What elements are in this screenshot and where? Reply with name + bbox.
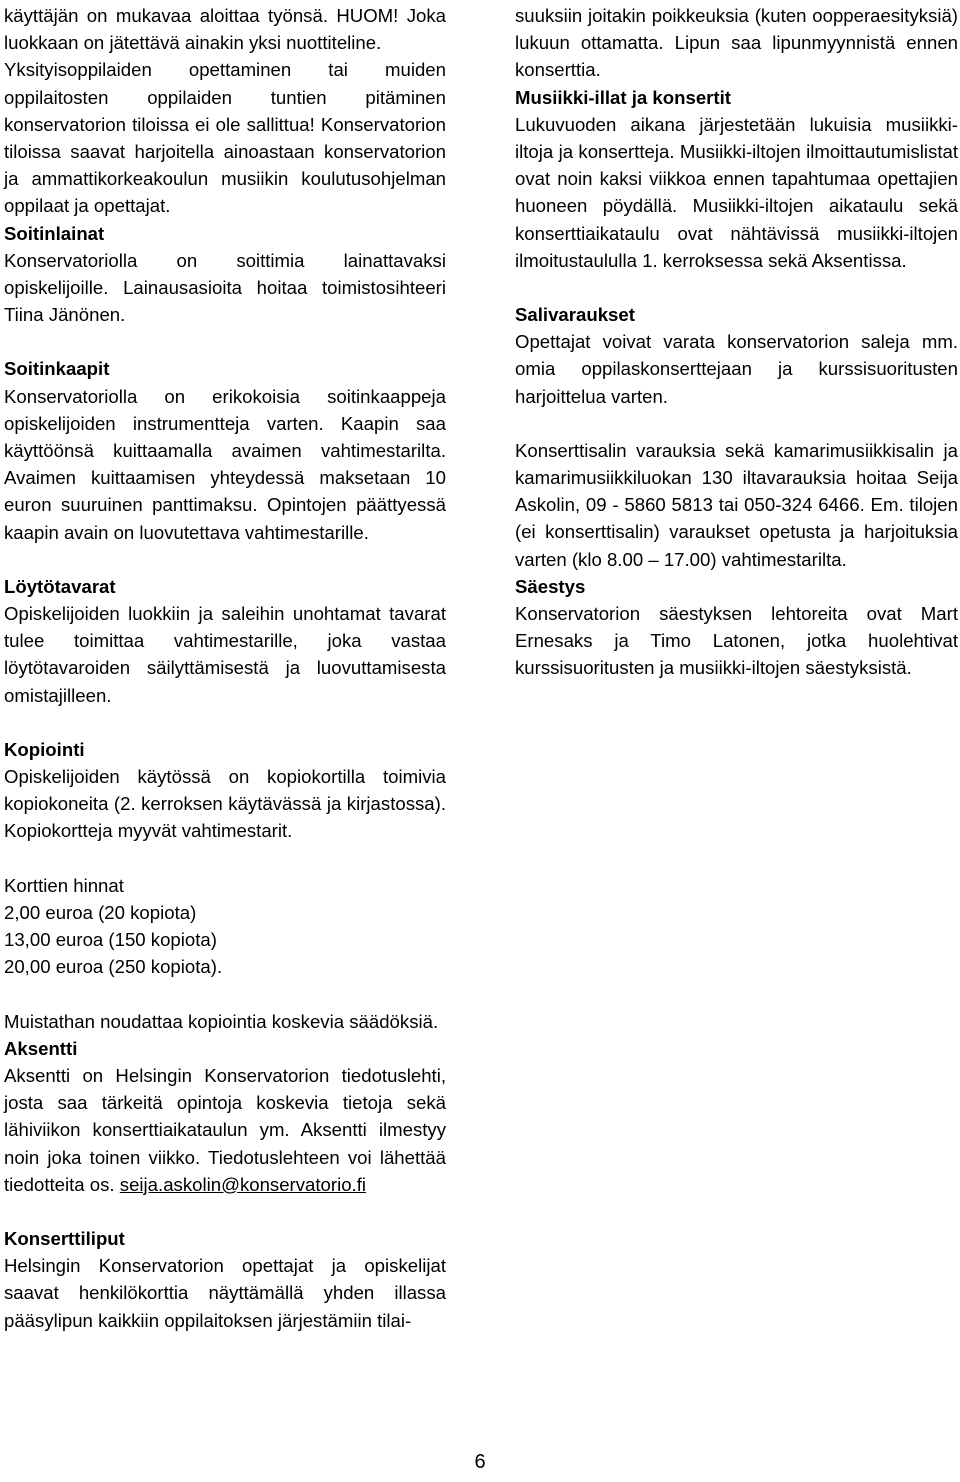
section-loytotavarat (4, 573, 446, 709)
heading-soitinkaapit: Soitinkaapit (4, 358, 110, 380)
heading-saestys: Säestys (515, 575, 586, 597)
korttien-hinnat-title: Korttien hinnat (4, 874, 124, 896)
email-link[interactable]: seija.askolin@konservatorio.fi (119, 1173, 367, 1195)
section-soitinlainat (4, 220, 446, 329)
body-soitinlainat: Konservatoriolla on soittimia lainattavaksi opiskelijoille. Lainausasioita hoitaa toimistosihteeri Tiina Jänönen. (4, 249, 446, 326)
section-soitinkaapit (4, 355, 446, 545)
body-aksentti-text: Aksentti on Helsingin Konservatorion tiedotuslehti, josta saa tärkeitä opintoja koskevia tietoja sekä lähiviikon konserttiaikataulun ym. Aksentti ilmestyy noin joka toinen viikko. Tiedotuslehteen voi lähettää tiedotteita os. (4, 1064, 446, 1195)
heading-konserttiliput: Konserttiliput (4, 1227, 125, 1249)
body-musiikki-illat: Lukuvuoden aikana järjestetään lukuisia musiikki-iltoja ja konsertteja. Musiikki-iltojen ilmoittautumislistat ovat noin kaksi viikkoa ennen tapahtumaa opettajien huoneen pöydällä. Musiikki-iltojen aikataulu sekä konserttiaikataulu ovat nähtävissä musiikki-iltojen ilmoitustaululla 1. kerroksessa sekä Aksentissa. (515, 113, 958, 271)
body-saestys: Konservatorion säestyksen lehtoreita ovat Mart Ernesaks ja Timo Latonen, jotka huolehtivat kurssisuoritusten ja musiikki-iltojen säestyksistä. (515, 603, 958, 679)
konserttiliput-continued: suuksiin joitakin poikkeuksia (kuten oopperaesityksiä) lukuun ottamatta. Lipun saa lipunmyynnistä ennen konserttia. (515, 5, 958, 81)
section-korttien-hinnat (4, 872, 446, 981)
section-saestys (515, 573, 958, 682)
section-kopiointi (4, 736, 446, 845)
muistathan-note: Muistathan noudattaa kopiointia koskevia säädöksiä. (4, 1010, 439, 1032)
heading-kopiointi: Kopiointi (4, 738, 85, 760)
body-salivaraukset: Opettajat voivat varata konservatorion saleja mm. omia oppilaskonserttejaan ja kurssisuoritusten harjoittelua varten. (515, 331, 958, 407)
price-line: 13,00 euroa (150 kopiota) (4, 929, 217, 951)
heading-loytotavarat: Löytötavarat (4, 575, 116, 597)
page-number: 6 (474, 1451, 486, 1473)
heading-salivaraukset: Salivaraukset (515, 304, 635, 326)
body-konserttiliput: Helsingin Konservatorion opettajat ja opiskelijat saavat henkilökorttia näyttämällä yhden illassa pääsylipun kaikkiin oppilaitoksen järjestämiin tilai- (4, 1255, 446, 1331)
section-musiikki-illat (515, 84, 958, 274)
body-aksentti (4, 1062, 446, 1198)
right-column (515, 2, 958, 709)
intro-continuation: käyttäjän on mukavaa aloittaa työnsä. HUOM! Joka luokkaan on jätettävä ainakin yksi nuottiteline. (4, 5, 446, 54)
intro-rule: Yksityisoppilaiden opettaminen tai muiden oppilaitosten oppilaiden tuntien pitäminen konservatorion tiloissa ei ole sallittua! Konservatorion tiloissa saavat harjoitella ainoastaan konservatorion ja ammattikorkeakoulun musiikin koulutusohjelman oppilaat ja opettajat. (4, 59, 446, 217)
heading-soitinlainat: Soitinlainat (4, 222, 105, 244)
heading-aksentti: Aksentti (4, 1037, 78, 1059)
price-line: 2,00 euroa (20 kopiota) (4, 901, 197, 923)
konserttisali-varaukset: Konserttisalin varauksia sekä kamarimusiikkisalin ja kamarimusiikkiluokan 130 iltavarauksia hoitaa Seija Askolin, 09 - 5860 5813 tai 050-324 6466. Em. tilojen (ei konserttisalin) varaukset opetusta ja harjoituksia varten (klo 8.00 – 17.00) vahtimestarilta. (515, 439, 958, 570)
body-soitinkaapit: Konservatoriolla on erikokoisia soitinkaappeja opiskelijoiden instrumentteja varten. Kaapin saa käyttöönsä kuittaamalla avaimen vahtimestarilta. Avaimen kuittaamisen yhteydessä maksetaan 10 euron suuruinen panttimaksu. Opintojen päättyessä kaapin avain on luovutettava vahtimestarille. (4, 385, 446, 543)
section-salivaraukset (515, 301, 958, 410)
body-kopiointi: Opiskelijoiden käytössä on kopiokortilla toimivia kopiokoneita (2. kerroksen käytävässä ja kirjastossa). Kopiokortteja myyvät vahtimestarit. (4, 766, 446, 842)
section-aksentti (4, 1035, 446, 1198)
left-column (4, 2, 446, 1361)
section-konserttiliput (4, 1225, 446, 1334)
body-loytotavarat: Opiskelijoiden luokkiin ja saleihin unohtamat tavarat tulee toimittaa vahtimestarille, joka vastaa löytötavaroiden säilyttämisestä ja luovuttamisesta omistajilleen. (4, 603, 446, 706)
heading-musiikki-illat: Musiikki-illat ja konsertit (515, 86, 731, 108)
price-line: 20,00 euroa (250 kopiota). (4, 956, 223, 978)
